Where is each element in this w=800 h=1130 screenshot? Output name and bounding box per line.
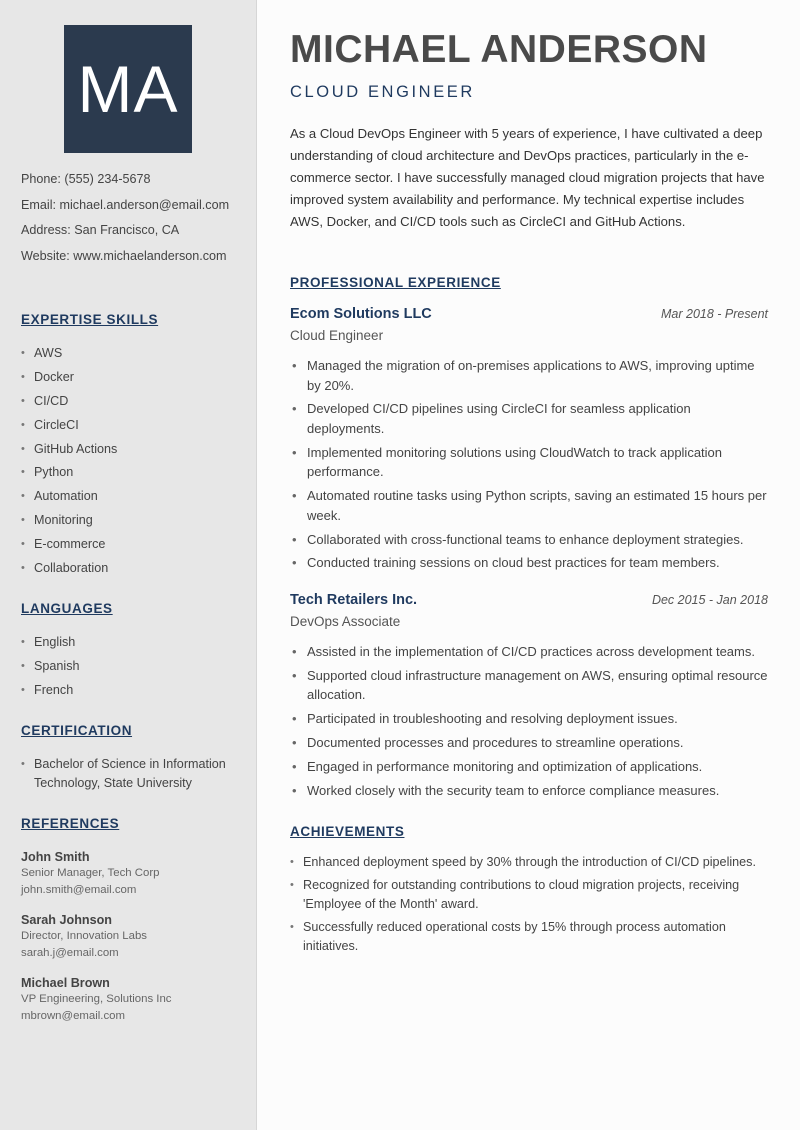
job-bullet: • Developed CI/CD pipelines using CircleCI for seamless application deployments. bbox=[290, 399, 768, 438]
skill-item: • Collaboration bbox=[21, 560, 117, 584]
contact-address: Address: San Francisco, CA bbox=[21, 223, 180, 237]
skill-item: • CI/CD bbox=[21, 393, 117, 417]
job-dates: Mar 2018 - Present bbox=[661, 307, 768, 321]
achievement-item: • Recognized for outstanding contributions to cloud migration projects, receiving 'Employee of the Month' award. bbox=[290, 876, 768, 914]
reference-email: mbrown@email.com bbox=[21, 1010, 125, 1022]
experience-heading: PROFESSIONAL EXPERIENCE bbox=[290, 275, 501, 290]
reference-title: Director, Innovation Labs bbox=[21, 930, 148, 942]
reference-title: Senior Manager, Tech Corp bbox=[21, 867, 160, 879]
job-header bbox=[290, 306, 768, 322]
language-item: • French bbox=[21, 682, 80, 706]
job-header bbox=[290, 592, 768, 608]
contact-info bbox=[21, 171, 229, 273]
job-bullet: • Worked closely with the security team to enforce compliance measures. bbox=[290, 781, 768, 801]
skill-item: • Monitoring bbox=[21, 512, 117, 536]
reference-entry bbox=[21, 975, 172, 1038]
sidebar bbox=[0, 0, 257, 1130]
job-bullet: • Engaged in performance monitoring and optimization of applications. bbox=[290, 757, 768, 777]
certification-heading: CERTIFICATION bbox=[21, 723, 133, 738]
references-heading: REFERENCES bbox=[21, 816, 120, 831]
skills-heading: EXPERTISE SKILLS bbox=[21, 312, 159, 327]
language-item: • Spanish bbox=[21, 658, 80, 682]
skills-list bbox=[21, 345, 117, 584]
reference-entry bbox=[21, 912, 172, 975]
job-bullet: • Supported cloud infrastructure management on AWS, ensuring optimal resource allocation. bbox=[290, 666, 768, 705]
candidate-role: CLOUD ENGINEER bbox=[290, 83, 475, 101]
job-bullet: • Participated in troubleshooting and resolving deployment issues. bbox=[290, 709, 768, 729]
job-dates: Dec 2015 - Jan 2018 bbox=[651, 593, 768, 607]
summary-paragraph: As a Cloud DevOps Engineer with 5 years of experience, I have cultivated a deep understanding of cloud architecture and DevOps practices, particularly in the e-commerce sector. I have successfully managed cloud migration projects that have improved system availability and performance. My technical expertise includes AWS, Docker, and CI/CD tools such as CircleCI and GitHub Actions. bbox=[290, 126, 765, 229]
job-bullets bbox=[290, 356, 768, 577]
job-bullet: • Assisted in the implementation of CI/CD practices across development teams. bbox=[290, 642, 768, 662]
references-list bbox=[21, 849, 172, 1038]
job-company: Tech Retailers Inc. bbox=[290, 592, 418, 608]
contact-website: Website: www.michaelanderson.com bbox=[21, 248, 227, 263]
skill-item: • CircleCI bbox=[21, 417, 117, 441]
reference-name: John Smith bbox=[21, 850, 90, 864]
candidate-name: MICHAEL ANDERSON bbox=[290, 28, 708, 71]
languages-heading: LANGUAGES bbox=[21, 601, 113, 616]
job-bullets bbox=[290, 642, 768, 805]
achievements-list bbox=[290, 853, 768, 960]
skill-item: • Python bbox=[21, 464, 117, 488]
languages-list bbox=[21, 634, 80, 706]
reference-entry bbox=[21, 849, 172, 912]
job-bullet: • Documented processes and procedures to streamline operations. bbox=[290, 733, 768, 753]
job-title: DevOps Associate bbox=[290, 614, 401, 629]
skill-item: • AWS bbox=[21, 345, 117, 369]
achievement-item: • Enhanced deployment speed by 30% through the introduction of CI/CD pipelines. bbox=[290, 853, 768, 872]
monogram-avatar: MA bbox=[64, 25, 192, 153]
certification-list bbox=[21, 755, 236, 793]
reference-name: Sarah Johnson bbox=[21, 913, 112, 927]
reference-name: Michael Brown bbox=[21, 976, 110, 990]
achievements-heading: ACHIEVEMENTS bbox=[290, 824, 405, 839]
contact-email: Email: michael.anderson@email.com bbox=[21, 197, 230, 212]
certification-item: • Bachelor of Science in Information Technology, State University bbox=[21, 755, 236, 793]
skill-item: • Docker bbox=[21, 369, 117, 393]
job-bullet: • Collaborated with cross-functional teams to enhance deployment strategies. bbox=[290, 530, 768, 550]
job-bullet: • Implemented monitoring solutions using CloudWatch to track application performance. bbox=[290, 443, 768, 482]
skill-item: • E-commerce bbox=[21, 536, 117, 560]
language-item: • English bbox=[21, 634, 80, 658]
job-bullet: • Automated routine tasks using Python scripts, saving an estimated 15 hours per week. bbox=[290, 486, 768, 525]
job-title: Cloud Engineer bbox=[290, 328, 384, 343]
job-bullet: • Managed the migration of on-premises applications to AWS, improving uptime by 20%. bbox=[290, 356, 768, 395]
skill-item: • GitHub Actions bbox=[21, 441, 117, 465]
reference-email: john.smith@email.com bbox=[21, 884, 137, 896]
achievement-item: • Successfully reduced operational costs by 15% through process automation initiatives. bbox=[290, 918, 768, 956]
contact-phone: Phone: (555) 234-5678 bbox=[21, 172, 151, 186]
reference-title: VP Engineering, Solutions Inc bbox=[21, 993, 172, 1005]
skill-item: • Automation bbox=[21, 488, 117, 512]
job-bullet: • Conducted training sessions on cloud best practices for team members. bbox=[290, 553, 768, 573]
reference-email: sarah.j@email.com bbox=[21, 947, 119, 959]
job-company: Ecom Solutions LLC bbox=[290, 306, 432, 322]
